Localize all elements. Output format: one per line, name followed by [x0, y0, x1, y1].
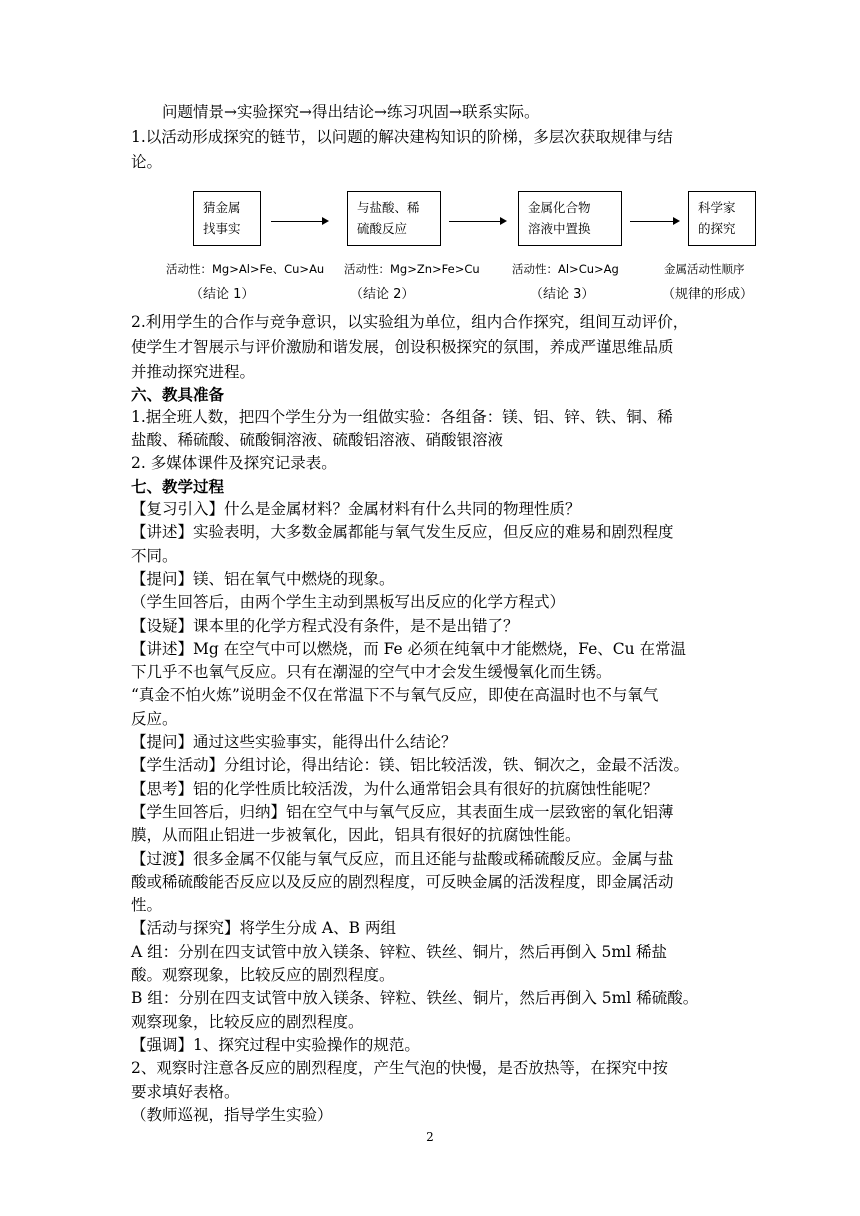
text-line: 【提问】镁、铝在氧气中燃烧的现象。	[131, 569, 395, 588]
diagram-box-1	[193, 191, 261, 246]
text-line: 观察现象，比较反应的剧烈程度。	[131, 1012, 364, 1031]
text-line: 【强调】1、探究过程中实验操作的规范。	[131, 1035, 420, 1054]
text-line: 不同。	[131, 546, 178, 565]
activity-label-2: 活动性：Mg>Zn>Fe>Cu	[344, 262, 480, 276]
diagram-box-2	[347, 191, 441, 246]
box-1-line-2: 找事实	[203, 221, 241, 236]
text-line: 【思考】铝的化学性质比较活泼，为什么通常铝会具有很好的抗腐蚀性能呢？	[131, 779, 659, 798]
box-2-line-2: 硫酸反应	[357, 221, 408, 236]
text-line: 膜，从而阻止铝进一步被氧化，因此，铝具有很好的抗腐蚀性能。	[131, 826, 581, 845]
section-6-item-1a: 1.据全班人数，把四个学生分为一组做实验：各组备：镁、铝、锌、铁、铜、稀	[131, 408, 673, 426]
text-line: 性。	[131, 896, 163, 915]
text-line: （教师巡视，指导学生实验）	[131, 1105, 333, 1124]
text-line: 【复习引入】什么是金属材料？金属材料有什么共同的物理性质？	[131, 500, 581, 518]
box-3-line-2: 溶液中置换	[528, 221, 591, 236]
page-number: 2	[426, 1130, 434, 1144]
text-line: 要求填好表格。	[131, 1082, 240, 1101]
conclusion-label-1: （结论 1）	[190, 287, 255, 302]
text-line: 酸。观察现象，比较反应的剧烈程度。	[131, 966, 395, 984]
text-line: 【学生活动】分组讨论，得出结论：镁、铝比较活泼，铁、铜次之，金最不活泼。	[131, 756, 690, 775]
activity-label-4: 金属活动性顺序	[664, 262, 745, 276]
conclusion-label-4: （规律的形成）	[662, 287, 754, 302]
paragraph-1-line-2: 论。	[131, 153, 163, 171]
text-line: 【提问】通过这些实验事实，能得出什么结论？	[131, 733, 457, 751]
paragraph-2-line-1: 2.利用学生的合作与竞争意识，以实验组为单位，组内合作探究，组间互动评价，	[131, 313, 689, 331]
arrow-icon	[271, 221, 327, 222]
box-4-line-1: 科学家	[698, 200, 736, 215]
text-line: 【学生回答后，归纳】铝在空气中与氧气反应，其表面生成一层致密的氧化铝薄	[131, 802, 674, 821]
paragraph-2-line-3: 并推动探究进程。	[131, 363, 256, 381]
text-line: 【活动与探究】将学生分成 A、B 两组	[131, 919, 396, 938]
text-line: 下几乎不也氧气反应。只有在潮湿的空气中才会发生缓慢氧化而生锈。	[131, 663, 612, 682]
arrow-icon	[449, 221, 505, 222]
paragraph-1-line-1: 1.以活动形成探究的链节，以问题的解决建构知识的阶梯，多层次获取规律与结	[131, 128, 673, 146]
text-line: A 组：分别在四支试管中放入镁条、锌粒、铁丝、铜片，然后再倒入 5ml 稀盐	[131, 942, 667, 961]
box-1-line-1: 猜金属	[203, 200, 241, 215]
text-line: 反应。	[131, 709, 178, 728]
text-line: 【过渡】很多金属不仅能与氧气反应，而且还能与盐酸或稀硫酸反应。金属与盐	[131, 849, 674, 868]
conclusion-label-2: （结论 2）	[350, 287, 415, 302]
section-6-item-1b: 盐酸、稀硫酸、硫酸铜溶液、硫酸铝溶液、硝酸银溶液	[131, 431, 504, 449]
section-6-item-2: 2. 多媒体课件及探究记录表。	[131, 454, 337, 472]
box-2-line-1: 与盐酸、稀	[357, 200, 420, 215]
box-4-line-2: 的探究	[698, 221, 736, 236]
text-line: （学生回答后，由两个学生主动到黑板写出反应的化学方程式）	[131, 593, 566, 612]
arrow-icon	[630, 221, 678, 222]
activity-label-3: 活动性：Al>Cu>Ag	[512, 262, 619, 276]
text-line: 酸或稀硫酸能否反应以及反应的剧烈程度，可反映金属的活泼程度，即金属活动	[131, 872, 674, 891]
section-heading-6: 六、教具准备	[131, 385, 225, 404]
text-line: 【讲述】Mg 在空气中可以燃烧，而 Fe 必须在纯氧中才能燃烧，Fe、Cu 在常温	[131, 639, 687, 658]
paragraph-2-line-2: 使学生才智展示与评价激励和谐发展，创设积极探究的氛围，养成严谨思维品质	[131, 338, 674, 356]
box-3-line-1: 金属化合物	[528, 200, 591, 215]
text-line: “真金不怕火炼”说明金不仅在常温下不与氧气反应，即使在高温时也不与氧气	[131, 686, 659, 705]
diagram-box-4	[688, 191, 756, 246]
flow-line: 问题情景→实验探究→得出结论→练习巩固→联系实际。	[162, 103, 540, 121]
text-line: 【讲述】实验表明，大多数金属都能与氧气发生反应，但反应的难易和剧烈程度	[131, 523, 674, 542]
text-line: 2、观察时注意各反应的剧烈程度，产生气泡的快慢，是否放热等，在探究中按	[131, 1059, 668, 1078]
diagram-box-3	[518, 191, 622, 246]
text-line: B 组：分别在四支试管中放入镁条、锌粒、铁丝、铜片，然后再倒入 5ml 稀硫酸。	[131, 989, 699, 1008]
conclusion-label-3: （结论 3）	[530, 287, 595, 302]
text-line: 【设疑】课本里的化学方程式没有条件，是不是出错了？	[131, 616, 519, 635]
activity-label-1: 活动性：Mg>Al>Fe、Cu>Au	[166, 262, 325, 276]
section-heading-7: 七、教学过程	[131, 477, 225, 496]
